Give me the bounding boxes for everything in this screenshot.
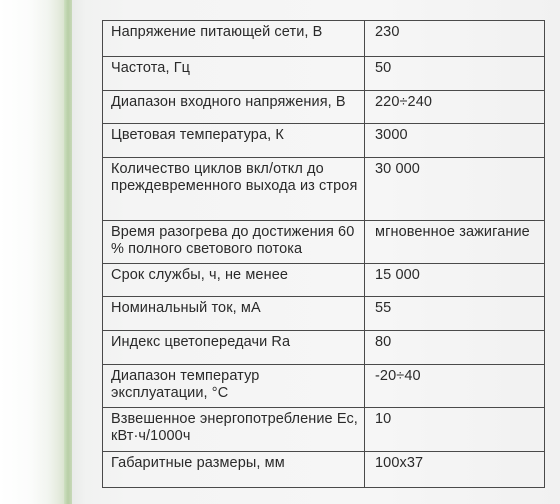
param-value: 55: [365, 297, 545, 331]
table-row: [103, 57, 545, 91]
box-side-panel: [0, 0, 70, 504]
param-label: Взвешенное энергопотребление Ес, кВт·ч/1000ч: [103, 408, 365, 452]
table-row: [103, 297, 545, 331]
param-value: мгновенное зажигание: [365, 221, 545, 264]
param-label: Количество циклов вкл/откл до преждевременного выхода из строя: [103, 158, 365, 221]
table-row: [103, 91, 545, 124]
table-row: [103, 124, 545, 158]
table-row: [103, 158, 545, 221]
specifications-table: [102, 20, 545, 488]
table-row: [103, 331, 545, 365]
param-value: 3000: [365, 124, 545, 158]
param-label: Время разогрева до достижения 60 % полного светового потока: [103, 221, 365, 264]
param-label: Габаритные размеры, мм: [103, 452, 365, 488]
param-label: Срок службы, ч, не менее: [103, 264, 365, 297]
param-label: Индекс цветопередачи Ra: [103, 331, 365, 365]
param-label: Диапазон температур эксплуатации, °С: [103, 365, 365, 408]
param-label: Диапазон входного напряжения, В: [103, 91, 365, 124]
param-label: Номинальный ток, мА: [103, 297, 365, 331]
param-value: 100x37: [365, 452, 545, 488]
table-row: [103, 264, 545, 297]
param-value: 30 000: [365, 158, 545, 221]
param-value: 10: [365, 408, 545, 452]
param-value: 50: [365, 57, 545, 91]
table-row: [103, 221, 545, 264]
param-value: -20÷40: [365, 365, 545, 408]
param-label: Цветовая температура, К: [103, 124, 365, 158]
table-row: [103, 452, 545, 488]
param-label: Частота, Гц: [103, 57, 365, 91]
table-row: [103, 408, 545, 452]
param-value: 15 000: [365, 264, 545, 297]
table-row: [103, 21, 545, 57]
box-edge: [64, 0, 72, 504]
param-value: 80: [365, 331, 545, 365]
param-label: Напряжение питающей сети, В: [103, 21, 365, 57]
param-value: 230: [365, 21, 545, 57]
table-row: [103, 365, 545, 408]
param-value: 220÷240: [365, 91, 545, 124]
